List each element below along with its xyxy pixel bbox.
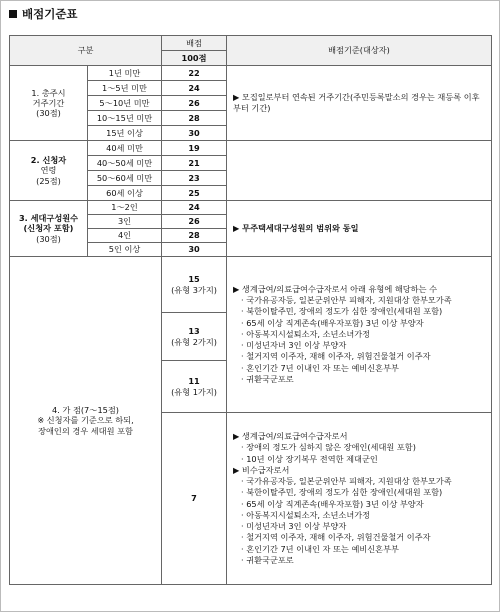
criteria-line: ▶ 생계급여/의료급여수급자로서 <box>233 431 348 441</box>
sec4-label-line1: 4. 가 점(7～15점) <box>52 405 119 416</box>
range-cell: 4인 <box>88 229 162 243</box>
sec2-label-line3: (25점) <box>36 175 61 186</box>
bonus-points-value: 15 <box>188 274 200 285</box>
criteria-line: · 북한이탈주민, 장애의 정도가 심한 장애인(세대원 포함) <box>241 306 443 317</box>
bonus-points-value: 11 <box>188 376 200 387</box>
criteria-line: · 10년 이상 장기복무 전역한 제대군인 <box>241 453 378 464</box>
points-cell: 19 <box>162 141 227 156</box>
header-row <box>10 36 492 51</box>
sec4-criteria-a <box>227 257 492 413</box>
criteria-line: · 국가유공자등, 일본군위안부 피해자, 지원대상 한부모가족 <box>241 295 452 306</box>
sec3-label-line3: (30점) <box>36 233 61 244</box>
bonus-type-count: (유형 3가지) <box>171 284 217 295</box>
range-cell: 50～60세 미만 <box>88 171 162 186</box>
sec1-label <box>10 66 88 141</box>
range-cell: 60세 이상 <box>88 186 162 201</box>
sec1-label-line3: (30점) <box>36 108 61 119</box>
header-criteria: 배점기준(대상자) <box>227 36 492 66</box>
sec1-label-line2: 거주기간 <box>32 97 65 108</box>
sec4-criteria-b <box>227 413 492 585</box>
criteria-line: · 미성년자녀 3인 이상 부양자 <box>241 340 347 351</box>
sec4-label-line3: 장애인의 경우 세대원 포함 <box>38 425 133 436</box>
range-cell: 40세 미만 <box>88 141 162 156</box>
points-cell: 26 <box>162 96 227 111</box>
points-cell: 30 <box>162 243 227 257</box>
sec2-label <box>10 141 88 201</box>
sec2-label-line2: 연령 <box>40 165 57 176</box>
table-row <box>10 201 492 215</box>
criteria-line: · 아동복지시설퇴소자, 소년소녀가정 <box>241 328 371 339</box>
criteria-line: ▶ 생계급여/의료급여수급자로서 아래 유형에 해당하는 수 <box>233 283 437 294</box>
criteria-line: · 귀환국군포로 <box>241 554 294 565</box>
range-cell: 1년 미만 <box>88 66 162 81</box>
points-cell: 21 <box>162 156 227 171</box>
range-cell: 5～10년 미만 <box>88 96 162 111</box>
points-cell: 28 <box>162 111 227 126</box>
criteria-line: · 혼인기간 7년 이내인 자 또는 예비신혼부부 <box>241 362 399 373</box>
points-cell: 30 <box>162 126 227 141</box>
sec3-label <box>10 201 88 257</box>
bonus-points-value: 13 <box>188 326 200 337</box>
bonus-points-cell <box>162 413 227 585</box>
criteria-line: ▶ 비수급자로서 <box>233 464 290 475</box>
bonus-points-cell <box>162 313 227 361</box>
bonus-points-cell <box>162 361 227 413</box>
bonus-type-count: (유형 1가지) <box>171 386 217 397</box>
sec3-criteria-text: ▶ 무주택세대구성원의 범위와 동일 <box>233 222 359 233</box>
sec2-label-line1: 2. 신청자 <box>30 155 67 166</box>
bonus-points-value: 7 <box>191 493 197 504</box>
table-row <box>10 141 492 156</box>
points-cell: 22 <box>162 66 227 81</box>
range-cell: 15년 이상 <box>88 126 162 141</box>
header-score: 배점 <box>162 36 227 51</box>
sec4-label-line2: ※ 신청자를 기준으로 하되, <box>37 415 134 426</box>
points-cell: 26 <box>162 215 227 229</box>
page-title-text: 배점기준표 <box>22 7 78 21</box>
table-row <box>10 66 492 81</box>
header-score-total: 100점 <box>162 51 227 66</box>
sec1-label-line1: 1. 총주시 <box>31 87 66 98</box>
page-title <box>9 6 78 22</box>
bonus-points-cell <box>162 257 227 313</box>
sec3-criteria <box>227 201 492 257</box>
criteria-line: · 국가유공자등, 일본군위안부 피해자, 지원대상 한부모가족 <box>241 476 452 486</box>
sec3-label-line1: 3. 세대구성원수 <box>18 213 79 224</box>
criteria-line: · 미성년자녀 3인 이상 부양자 <box>241 521 347 531</box>
table-row <box>10 257 492 313</box>
points-cell: 24 <box>162 81 227 96</box>
score-table <box>9 35 492 585</box>
criteria-line: · 귀환국군포로 <box>241 373 294 384</box>
points-cell: 24 <box>162 201 227 215</box>
points-cell: 23 <box>162 171 227 186</box>
criteria-line: · 65세 이상 직계존속(배우자포함) 3년 이상 부양자 <box>241 317 424 328</box>
sec1-criteria <box>227 66 492 141</box>
criteria-line: · 아동복지시설퇴소자, 소년소녀가정 <box>241 509 371 520</box>
range-cell: 3인 <box>88 215 162 229</box>
square-bullet-icon <box>9 10 17 18</box>
criteria-line: · 장애의 정도가 심하지 않은 장애인(세대원 포함) <box>241 442 416 453</box>
points-cell: 25 <box>162 186 227 201</box>
criteria-line: · 65세 이상 직계존속(배우자포함) 3년 이상 부양자 <box>241 498 424 509</box>
header-category: 구분 <box>10 36 162 66</box>
range-cell: 5인 이상 <box>88 243 162 257</box>
criteria-line: · 북한이탈주민, 장애의 정도가 심한 장애인(세대원 포함) <box>241 487 443 498</box>
sec3-label-line2: (신청자 포함) <box>23 223 74 234</box>
sec4-label <box>10 257 162 585</box>
range-cell: 10～15년 미만 <box>88 111 162 126</box>
criteria-line: · 철거지역 이주자, 재해 이주자, 위험건물철거 이주자 <box>241 532 431 543</box>
range-cell: 40～50세 미만 <box>88 156 162 171</box>
criteria-line: · 철거지역 이주자, 재해 이주자, 위험건물철거 이주자 <box>241 351 431 362</box>
bonus-type-count: (유형 2가지) <box>171 336 217 347</box>
criteria-line: · 혼인기간 7년 이내인 자 또는 예비신혼부부 <box>241 543 399 554</box>
points-cell: 28 <box>162 229 227 243</box>
sec2-criteria <box>227 141 492 201</box>
range-cell: 1～5년 미만 <box>88 81 162 96</box>
sec1-criteria-text: ▶ 모집일로부터 연속된 거주기간(주민등록말소의 경우는 재등록 이후부터 기간) <box>233 92 480 113</box>
range-cell: 1～2인 <box>88 201 162 215</box>
